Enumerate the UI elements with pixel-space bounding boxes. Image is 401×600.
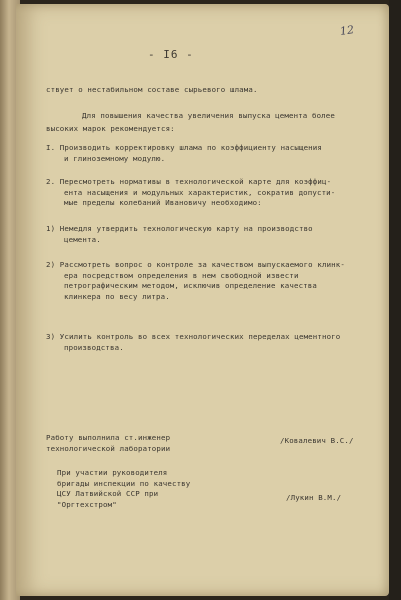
subitem-3 [46,332,340,353]
signature-line: "Оргтехстром" [57,499,117,509]
signature-line: При участии руководителя [57,468,168,477]
body-line: цемента. [64,234,101,244]
body-line: Для повышения качества увеличения выпуска цемента более [82,111,335,120]
body-line: 1) Немедля утвердить технологическую карту на производство [46,224,313,233]
body-line: производства. [64,342,124,352]
signature-line: бригады инспекции по качеству [57,478,191,488]
binding-shadow [389,0,401,600]
participant-name: /Лукин В.М./ [286,493,342,502]
body-line: 3) Усилить контроль во всех технологических переделах цементного [46,332,341,341]
author-name: /Ковалевич В.С./ [280,436,354,445]
signature-line: технологической лаборатории [46,443,171,453]
body-line: ента насыщения и модульных характеристик, сократив допусти- [64,187,336,197]
body-line: петрографическим методом, исключив определение качества [64,281,317,290]
handwritten-page-number: 12 [339,23,355,38]
subitem-2 [46,260,345,302]
signature-line: Работу выполнила ст.инженер [46,433,171,442]
body-line: и глиноземному модулю. [64,153,166,163]
body-line: мые пределы колебаний Ивановичу необходимо: [64,198,262,207]
body-line: клинкера по весу литра. [64,291,170,301]
body-line: 2. Пересмотреть нормативы в технологической карте для коэффиц- [46,177,332,186]
page-number: - I6 - [148,48,194,61]
body-line: I. Производить корректировку шлама по коэффициенту насыщения [46,143,322,152]
body-line: ствует о нестабильном составе сырьевого шлама. [46,85,258,94]
recommendation-item-2 [46,177,335,209]
recommendation-item-1 [46,143,322,164]
signature-line: ЦСУ Латвийской ССР при [57,489,159,498]
body-line: 2) Рассмотреть вопрос о контроле за качеством выпускаемого клинк- [46,260,345,269]
body-line: ера посредством определения в нем свободной извести [64,270,299,280]
body-line: высоких марок рекомендуется: [46,124,175,133]
subitem-1 [46,224,313,245]
author-block [46,433,170,454]
participant-block [57,468,190,510]
